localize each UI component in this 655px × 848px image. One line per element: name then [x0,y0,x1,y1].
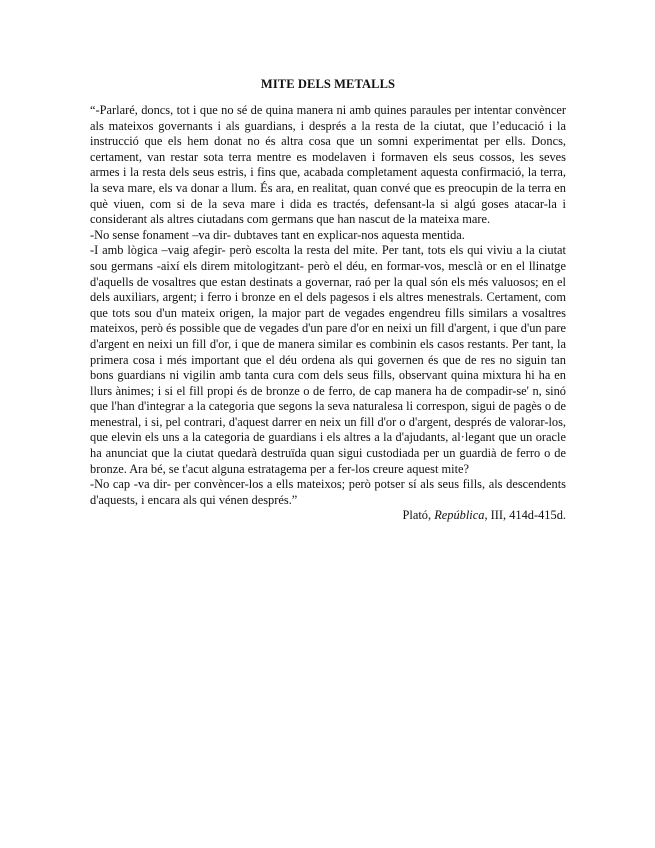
document-body [90,103,566,524]
citation-work: República [434,508,485,523]
citation-reference: , III, 414d-415d. [484,508,566,523]
document-title: MITE DELS METALLS [260,77,396,91]
citation [90,508,566,524]
paragraph: -No sense fonament –va dir- dubtaves tant en explicar-nos aquesta mentida. [90,227,465,242]
paragraph: -I amb lògica –vaig afegir- però escolta la resta del mite. Per tant, tots els qui viviu a la ciutat sou germans -així els direm mitologitzant- però el déu, en formar-vos, mesclà or en el llinatge d'aquells de vosaltres que estan destinats a governar, raó per la qual són els més valuosos; en el dels auxiliars, argent; i ferro i bronze en el dels pagesos i els altres menestrals. Certament, com que tots sou d'un mateix origen, la major part de vegades engendreu fills similars a vosaltres mateixos, però és possible que de vegades d'un pare d'or en neixi un fill d'argent, i que d'un pare d'argent en neixi un fill d'or, i que de manera similar es combinin els casos restants. Per tant, la primera cosa i més important que el déu ordena als qui governen és que de res no siguin tan bons guardians ni vigilin amb tanta cura com dels seus fills, observant quina mixtura hi ha en llurs ànimes; i si el fill propi és de bronze o de ferro, de cap manera ha de compadir-se' n, sinó que l'han d'integrar a la categoria que segons la seva naturalesa li correspon, sigui de pagès o de menestral, i si, pel contrari, d'aquest darrer en neix un fill d'or o d'argent, després de valorar-los, que elevin els uns a la categoria de guardians i els altres a la d'ajudants, al·legant que un oracle ha anunciat que la ciutat quedarà destruïda quan sigui custodiada per un guardià de ferro o de bronze. Ara bé, se t'acut alguna estratagema per a fer-los creure aquest mite? [90,243,566,476]
paragraph: -No cap -va dir- per convèncer-los a ells mateixos; però potser sí als seus fills, als descendents d'aquests, i encara als qui vénen després.” [90,477,566,507]
paragraph: “-Parlaré, doncs, tot i que no sé de quina manera ni amb quines paraules per intentar convèncer als mateixos governants i als guardians, i després a la resta de la ciutat, que l’educació i la instrucció que els hem donat no és altra cosa que un somni experimentat per ells. Doncs, certament, van restar sota terra mentre es modelaven i formaven els seus cossos, les seves armes i la resta dels seus estris, i fins que, acabada completament aquesta confirmació, la terra, la seva mare, els va donar a llum. És ara, en realitat, quan convé que es preocupin de la terra en què viuen, com si de la seva mare i dida es tractés, defensant-la si algú goses atacar-la i considerant als altres ciutadans com germans que han nascut de la mateixa mare. [90,103,566,227]
citation-author: Plató, [402,508,435,523]
